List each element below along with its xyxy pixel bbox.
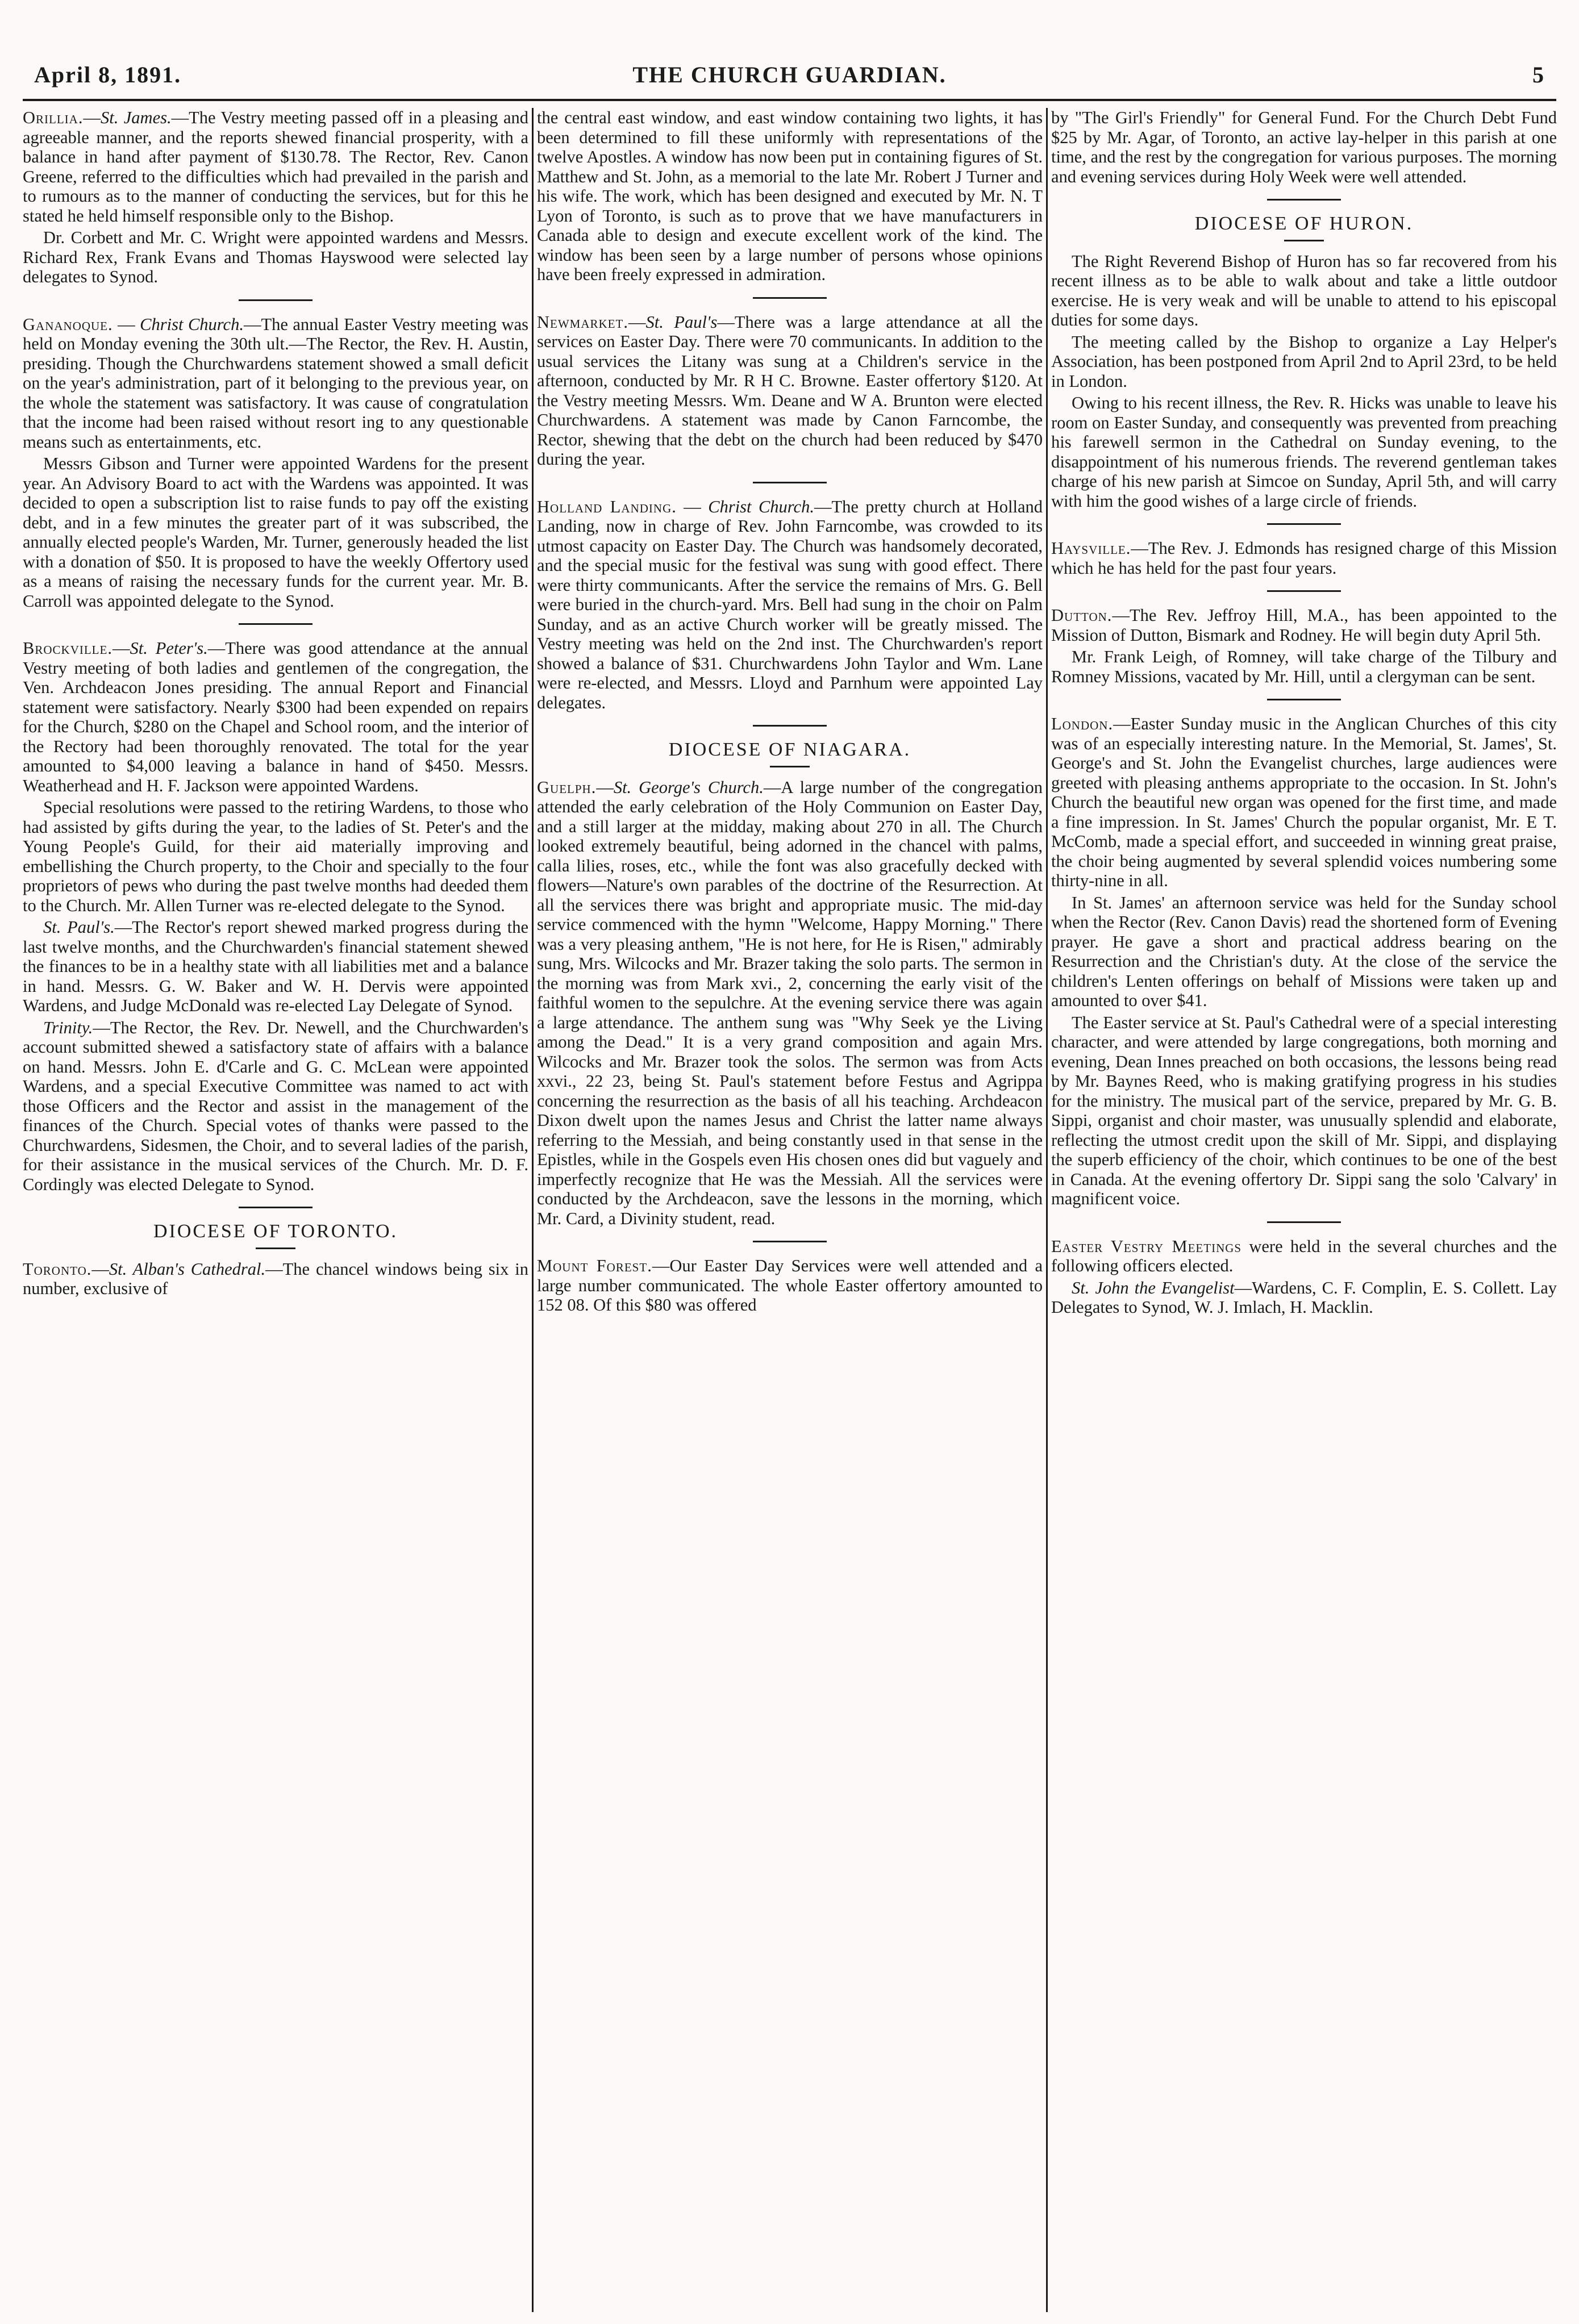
church-name: St. Alban's Cathedral. bbox=[109, 1259, 266, 1279]
article-text: were held in the several churches and the following officers elected. bbox=[1051, 1236, 1557, 1275]
article-text: —Easter Sunday music in the Anglican Churches of this city was of an especially interesting nature. In the Memorial, St. James', St. George's and St. John the Evangelist churches, large audiences were greeted with pleasing anthems appropriate to the occasion. In St. John's Church the beautiful new organ was opened for the first time, and made a fine impression. In St. James' Church the popular organist, Mr. E T. McComb, made a special effort, and succeeded in winning great praise, the choir being augmented by several splendid voices numbering some thirty-nine in all. bbox=[1051, 714, 1557, 890]
church-name: St. John the Evangelist bbox=[1072, 1278, 1235, 1297]
church-name: St. George's Church. bbox=[613, 777, 764, 797]
separator bbox=[239, 1207, 313, 1208]
place-name: Orillia. bbox=[23, 108, 84, 127]
separator bbox=[256, 1247, 295, 1249]
article-brockville: Brockville.—St. Peter's.—There was good attendance at the annual Vestry meeting of both ladies and gentlemen of the congregation, the Ven. Archdeacon Jones presiding. The annual Report and Financial statement were satisfactory. Nearly $300 had been expended on repairs for the Church, $280 on the Chapel and School room, and the interior of the Rectory had been thoroughly renovated. The total for the year amounted to $4,000 leaving a balance in hand of $450. Messrs. Weatherhead and H. F. Jackson were appointed Wardens. bbox=[23, 639, 528, 795]
separator bbox=[1284, 240, 1324, 241]
place-name: Newmarket. bbox=[537, 312, 628, 332]
column-rule bbox=[532, 108, 534, 2312]
page-number: 5 bbox=[1532, 62, 1545, 87]
article-holland-landing: Holland Landing. — Christ Church.—The pretty church at Holland Landing, now in charge of Rev. John Farncombe, was crowded to its utmost capacity on Easter Day. The Church was handsomely decorated, and the special music for the festival was sung with good effect. There were thirty communicants. After the service the remains of Mrs. G. Bell were buried in the church-yard. Mrs. Bell had sung in the choir on Palm Sunday, and as an active Church worker will be greatly missed. The Vestry meeting was held on the 2nd inst. The Churchwarden's report showed a balance of $31. Churchwardens John Taylor and Wm. Lane were re-elected, and Messrs. Lloyd and Parnhum were appointed Lay delegates. bbox=[537, 496, 1043, 712]
separator bbox=[1267, 523, 1341, 525]
place-name: Holland Landing. bbox=[537, 496, 677, 516]
article-text: Owing to his recent illness, the Rev. R. Hicks was unable to leave his room on Easter Sunday, and consequently was prevented from preaching his farewell sermon in the Cathedral on Sunday evening, to the disappointment of his numerous friends. The reverend gentleman takes charge of his new parish at Simcoe on Sunday, April 5th, and will carry with him the good wishes of a large circle of friends. bbox=[1051, 393, 1557, 511]
place-name: Dutton. bbox=[1051, 606, 1113, 625]
column-3 bbox=[1051, 108, 1557, 2312]
article-text: —A large number of the congregation attended the early celebration of the Holy Communion on Easter Day, and a still larger at the midday, making about 270 in all. The Church looked extremely beautiful, being adorned in the chancel with palms, calla lilies, roses, etc., while the font was also gracefully decked with flowers—Nature's own parables of the doctrine of the Resurrection. At all the services there was bright and appropriate music. The mid-day service commenced with the hymn "Welcome, Happy Morning." There was a very pleasing anthem, "He is not here, for He is Risen," admirably sung, Mrs. Wilcocks and Mr. Brazer taking the solo parts. The sermon in the morning was from Mark xvi., 2, concerning the early visit of the faithful women to the sepulchre. At the evening service there was again a large attendance. The anthem sung was "Why Seek ye the Living among the Dead." It is a very grand composition and again Mrs. Wilcocks and Mr. Brazer took the solos. The sermon was from Acts xxvi., 22 23, being St. Paul's statement before Festus and Agrippa concerning the resurrection as the basis of all his teaching. Archdeacon Dixon dwelt upon the names Jesus and Christ the latter name always referring to the Messiah, and being constantly used in that sense in the Epistles, while in the Gospels even His chosen ones did but vaguely and imperfectly recognize that He was the Messiah. All the services were conducted by the Archdeacon, save the lessons in the morning, which Mr. Card, a Divinity student, read. bbox=[537, 777, 1043, 1228]
separator bbox=[1267, 590, 1341, 592]
diocese-heading: DIOCESE OF NIAGARA. bbox=[668, 739, 911, 760]
diocese-heading: DIOCESE OF HURON. bbox=[1194, 213, 1414, 234]
place-name: London. bbox=[1051, 714, 1114, 733]
place-name: Gananoque. bbox=[23, 314, 113, 334]
article-newmarket: Newmarket.—St. Paul's—There was a large attendance at all the services on Easter Day. There were 70 communicants. In addition to the usual services the Litany was sung at a Children's service in the afternoon, conducted by Mr. R H C. Browne. Easter offertory $120. At the Vestry meeting Messrs. Wm. Deane and W A. Brunton were elected Churchwardens. A statement was made by Canon Farncombe, the Rector, shewing that the debt on the church had been reduced by $470 during the year. bbox=[537, 312, 1043, 469]
article-paragraph bbox=[1051, 1278, 1557, 1317]
article-text: Mr. Frank Leigh, of Romney, will take charge of the Tilbury and Romney Missions, vacated by Mr. Hill, until a clergyman can be sent. bbox=[1051, 647, 1557, 686]
separator bbox=[239, 623, 313, 625]
church-name: Trinity. bbox=[43, 1017, 93, 1037]
article-text: —Our Easter Day Services were well attended and a large number communicated. The whole Easter offertory amounted to 152 08. Of this $80 was offered bbox=[537, 1256, 1043, 1315]
article-text: —The Rev. Jeffroy Hill, M.A., has been appointed to the Mission of Dutton, Bismark and Rodney. He will begin duty April 5th. bbox=[1051, 606, 1557, 645]
article-text: the central east window, and east window containing two lights, it has been determined to fill these uniformly with representations of the twelve Apostles. A window has now been put in containing figures of St. Matthew and St. John, as a memorial to the late Mr. Robert J Turner and his wife. The work, which has been designed and executed by Mr. N. T Lyon of Toronto, is such as to prove that we have manufacturers in Canada able to design and execute excellent work of the kind. The window has been seen by a large number of persons whose opinions have been freely expressed in admiration. bbox=[537, 108, 1043, 284]
newspaper-title: THE CHURCH GUARDIAN. bbox=[632, 62, 947, 87]
article-text: The Right Reverend Bishop of Huron has so far recovered from his recent illness as to be able to walk about and take a little outdoor exercise. He is very weak and will be unable to attend to his episcopal duties for some days. bbox=[1051, 251, 1557, 329]
column-rule bbox=[1046, 108, 1048, 2312]
columns bbox=[23, 108, 1556, 2312]
article-text: The Easter service at St. Paul's Cathedral were of a special interesting character, and were attended by large congregations, both morning and evening, Dean Innes preached on both occasions, the lessons being read by Mr. Baynes Reed, who is making gratifying progress in his studies for the ministry. The musical part of the service, prepared by Mr. G. B. Sippi, organist and choir master, was unusually splendid and elaborate, reflecting the utmost credit upon the skill of Mr. Sippi, and displaying the superb efficiency of the choir, which continues to be one of the best in Canada. At the evening offertory Dr. Sippi sang the solo 'Calvary' in magnificent voice. bbox=[1051, 1012, 1557, 1208]
article-text: Dr. Corbett and Mr. C. Wright were appointed wardens and Messrs. Richard Rex, Frank Evans and Thomas Hayswood were selected lay delegates to Synod. bbox=[23, 228, 528, 286]
church-name: St. Peter's. bbox=[130, 639, 208, 658]
article-text: —The chancel windows being six in number, exclusive of bbox=[23, 1259, 528, 1298]
column-1 bbox=[23, 108, 528, 2312]
separator bbox=[1267, 1221, 1341, 1223]
article-text: In St. James' an afternoon service was held for the Sunday school when the Rector (Rev. Canon Davis) read the shortened form of Evening prayer. He gave a short and practical address bearing on the Resurrection and the Christian's duty. At the close of the service the children's Lenten offerings on behalf of Missions were taken up and amounted to over $41. bbox=[1051, 892, 1557, 1010]
article-text: The meeting called by the Bishop to organize a Lay Helper's Association, has been postponed from April 2nd to April 23rd, to be held in London. bbox=[1051, 332, 1557, 391]
article-text: Special resolutions were passed to the retiring Wardens, to those who had assisted by gifts during the year, to the ladies of St. Peter's and the Young People's Guild, for their aid materially improving and embellishing the Church property, to the Choir and specially to the four proprietors of pews who during the past twelve months had deeded them to the Church. Mr. Allen Turner was re-elected delegate to the Synod. bbox=[23, 798, 528, 915]
separator bbox=[1267, 699, 1341, 700]
article-gananoque: Gananoque. — Christ Church.—The annual Easter Vestry meeting was held on Monday evening the 30th ult.—The Rector, the Rev. H. Austin, presiding. Though the Churchwardens statement showed a small deficit on the year's administration, part of it belonging to the previous year, on the whole the statement was satisfactory. It was cause of congratulation that the income had been raised without resort ing to any questionable means such as entertainments, etc. bbox=[23, 314, 528, 452]
article-text: —There was good attendance at the annual Vestry meeting of both ladies and gentlemen of the congregation, the Ven. Archdeacon Jones presiding. The annual Report and Financial statement were satisfactory. Nearly $300 had been expended on repairs for the Church, $280 on the Chapel and School room, and the interior of the Rectory had been thoroughly renovated. The total for the year amounted to $4,000 leaving a balance in hand of $450. Messrs. Weatherhead and H. F. Jackson were appointed Wardens. bbox=[23, 639, 528, 795]
article-paragraph bbox=[23, 917, 528, 1016]
article-text: Messrs Gibson and Turner were appointed Wardens for the present year. An Advisory Board to act with the Wardens was appointed. It was decided to open a subscription list to raise funds to pay off the existing debt, and in a few minutes the greater part of it was subscribed, the annually elected people's Warden, Mr. Turner, generously headed the list with a donation of $50. It is proposed to have the weekly Offertory used as a means of raising the necessary funds for the current year. Mr. B. Carroll was appointed delegate to the Synod. bbox=[23, 454, 528, 611]
separator bbox=[753, 482, 827, 483]
column-2 bbox=[537, 108, 1043, 2312]
page-header bbox=[23, 59, 1556, 101]
place-name: Easter Vestry Meetings bbox=[1051, 1236, 1242, 1256]
article-paragraph bbox=[23, 1018, 528, 1195]
place-name: Guelph. bbox=[537, 777, 597, 797]
article-london bbox=[1051, 714, 1557, 891]
separator bbox=[239, 299, 313, 301]
separator bbox=[753, 297, 827, 299]
article-text: —The pretty church at Holland Landing, now in charge of Rev. John Farncombe, was crowded to its utmost capacity on Easter Day. The Church was handsomely decorated, and the special music for the festival was sung with good effect. There were thirty communicants. After the service the remains of Mrs. G. Bell were buried in the church-yard. Mrs. Bell had sung in the choir on Palm Sunday, and as an active Church worker will be greatly missed. The Vestry meeting was held on the 2nd inst. The Churchwarden's report showed a balance of $31. Churchwardens John Taylor and Wm. Lane were re-elected, and Messrs. Lloyd and Parnhum were appointed Lay delegates. bbox=[537, 496, 1043, 712]
article-easter-vestry bbox=[1051, 1237, 1557, 1276]
article-text: —The Rector's report shewed marked progress during the last twelve months, and the Churchwarden's financial statement shewed the finances to be in a healthy state with all liabilities met and a balance in hand. Messrs. G. W. Baker and W. H. Dervis were appointed Wardens, and Judge McDonald was re-elected Lay Delegate of Synod. bbox=[23, 917, 528, 1015]
church-name: Christ Church. bbox=[708, 496, 814, 516]
separator bbox=[753, 725, 827, 727]
article-text: —The annual Easter Vestry meeting was held on Monday evening the 30th ult.—The Rector, the Rev. H. Austin, presiding. Though the Churchwardens statement showed a small deficit on the year's administration, part of it belonging to the previous year, on the whole the statement was satisfactory. It was cause of congratulation that the income had been raised without resort ing to any questionable means such as entertainments, etc. bbox=[23, 314, 528, 452]
place-name: Mount Forest. bbox=[537, 1256, 652, 1275]
issue-date: April 8, 1891. bbox=[34, 62, 182, 87]
article-orillia: Orillia.—St. James.—The Vestry meeting passed off in a pleasing and agreeable manner, and the reports shewed financial prosperity, with a balance in hand after payment of $130.78. The Rector, Rev. Canon Greene, referred to the difficulties which had prevailed in the parish and to rumours as to the manner of conducting the services, but for this he stated he held himself responsible only to the Bishop. bbox=[23, 108, 528, 226]
place-name: Haysville. bbox=[1051, 539, 1131, 558]
article-toronto: Toronto.—St. Alban's Cathedral.—The chancel windows being six in number, exclusive of bbox=[23, 1259, 528, 1298]
church-name: St. Paul's. bbox=[43, 917, 115, 937]
church-name: Christ Church. bbox=[140, 314, 244, 334]
article-text: —The Vestry meeting passed off in a pleasing and agreeable manner, and the reports shewed financial prosperity, with a balance in hand after payment of $130.78. The Rector, Rev. Canon Greene, referred to the difficulties which had prevailed in the parish and to rumours as to the manner of conducting the services, but for this he stated he held himself responsible only to the Bishop. bbox=[23, 108, 528, 226]
article-dutton bbox=[1051, 606, 1557, 645]
article-haysville bbox=[1051, 539, 1557, 578]
diocese-heading: DIOCESE OF TORONTO. bbox=[153, 1221, 398, 1242]
article-text: —The Rector, the Rev. Dr. Newell, and the Churchwarden's account submitted shewed a satisfactory state of affairs with a balance on hand. Messrs. John E. d'Carle and G. C. McLean were appointed Wardens, and a special Executive Committee was named to act with those Officers and the Rector and assist in the management of the finances of the Church. Special votes of thanks were passed to the Churchwardens, Sidesmen, the Choir, and to several ladies of the parish, for their assistance in the musical services of the Church. Mr. D. F. Cordingly was elected Delegate to Synod. bbox=[23, 1017, 528, 1194]
article-guelph: Guelph.—St. George's Church.—A large number of the congregation attended the early celebration of the Holy Communion on Easter Day, and a still larger at the midday, making about 270 in all. The Church looked extremely beautiful, being adorned in the chancel with palms, calla lilies, roses, etc., while the font was also gracefully decked with flowers—Nature's own parables of the doctrine of the Resurrection. At all the services there was bright and appropriate music. The mid-day service commenced with the hymn "Welcome, Happy Morning." There was a very pleasing anthem, "He is not here, for He is Risen," admirably sung, Mrs. Wilcocks and Mr. Brazer taking the solo parts. The sermon in the morning was from Mark xvi., 2, concerning the early visit of the faithful women to the sepulchre. At the evening service there was again a large attendance. The anthem sung was "Why Seek ye the Living among the Dead." It is a very grand composition and again Mrs. Wilcocks and Mr. Brazer took the solos. The sermon was from Acts xxvi., 22 23, being St. Paul's statement before Festus and Agrippa concerning the resurrection as the basis of all his teaching. Archdeacon Dixon dwelt upon the names Jesus and Christ the latter name always referring to the Messiah, and being constantly used in that sense in the Epistles, while in the Gospels even His chosen ones did but vaguely and imperfectly recognize that He was the Messiah. All the services were conducted by the Archdeacon, save the lessons in the morning, which Mr. Card, a Divinity student, read. bbox=[537, 777, 1043, 1228]
article-text: by "The Girl's Friendly" for General Fund. For the Church Debt Fund $25 by Mr. Agar, of Toronto, an active lay-helper in this parish at one time, and the rest by the congregation for various purposes. The morning and evening services during Holy Week were well attended. bbox=[1051, 108, 1557, 186]
separator bbox=[770, 766, 810, 767]
article-text: —Wardens, C. F. Complin, E. S. Collett. Lay Delegates to Synod, W. J. Imlach, H. Macklin. bbox=[1051, 1278, 1557, 1317]
article-mount-forest bbox=[537, 1256, 1043, 1315]
separator bbox=[1267, 199, 1341, 201]
article-text: —There was a large attendance at all the services on Easter Day. There were 70 communicants. In addition to the usual services the Litany was sung at a Children's service in the afternoon, conducted by Mr. R H C. Browne. Easter offertory $120. At the Vestry meeting Messrs. Wm. Deane and W A. Brunton were elected Churchwardens. A statement was made by Canon Farncombe, the Rector, shewing that the debt on the church had been reduced by $470 during the year. bbox=[537, 312, 1043, 469]
place-name: Brockville. bbox=[23, 639, 113, 658]
church-name: St. James. bbox=[100, 108, 172, 127]
place-name: Toronto. bbox=[23, 1259, 92, 1279]
church-name: St. Paul's bbox=[645, 312, 718, 332]
separator bbox=[753, 1241, 827, 1242]
article-text: —The Rev. J. Edmonds has resigned charge of this Mission which he has held for the past four years. bbox=[1051, 539, 1557, 578]
